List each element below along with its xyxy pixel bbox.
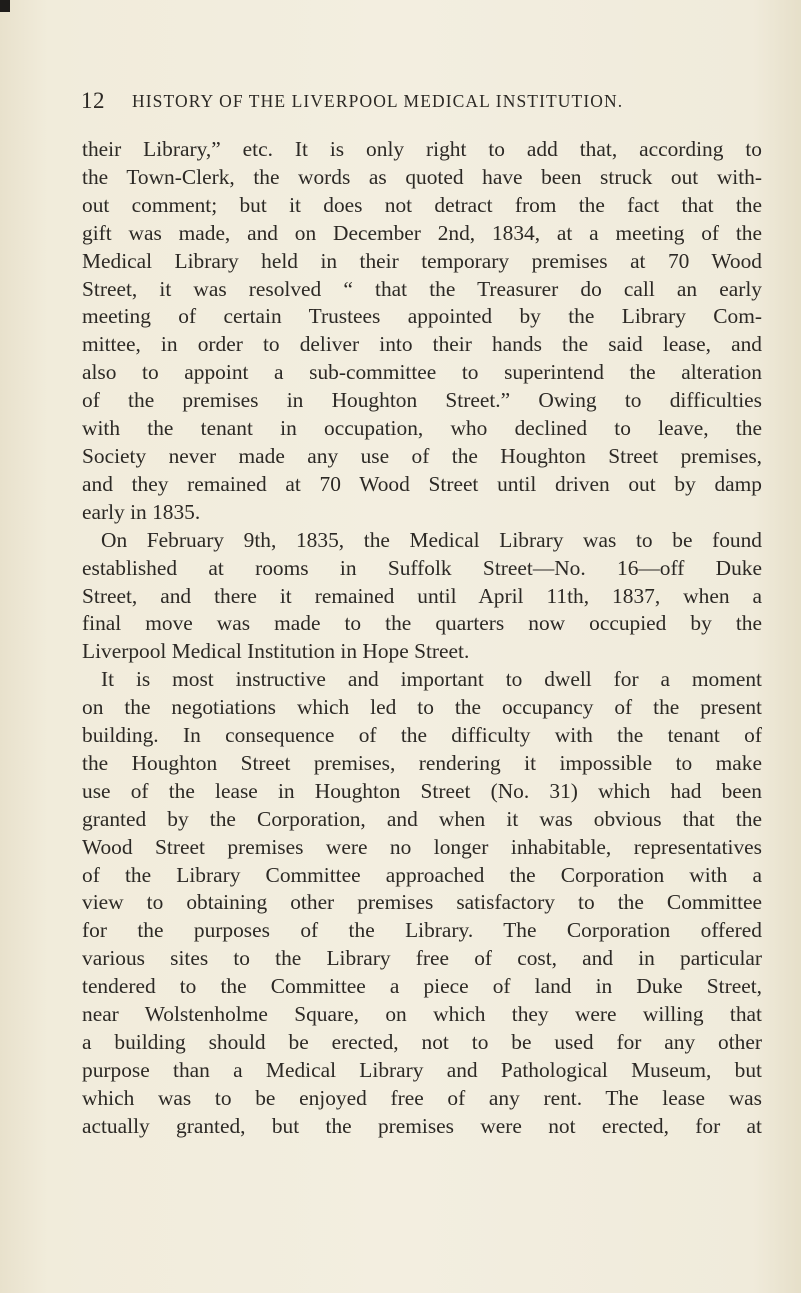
running-title: HISTORY OF THE LIVERPOOL MEDICAL INSTITUTION. [132,91,624,111]
text-line: view to obtaining other premises satisfactory to the Committee [82,890,762,915]
text-line: with the tenant in occupation, who declined to leave, the [82,416,762,441]
body-text [82,136,762,1141]
text-line: granted by the Corporation, and when it was obvious that the [82,806,762,831]
text-line: meeting of certain Trustees appointed by the Library Com- [82,304,762,329]
text-line: near Wolstenholme Square, on which they were willing that [82,1002,762,1027]
page-header [0,88,801,118]
text-line: actually granted, but the premises were not erected, for at [82,1113,762,1138]
text-line: of the premises in Houghton Street.” Owing to difficulties [82,388,762,413]
text-line: a building should be erected, not to be used for any other [82,1030,762,1054]
text-line: Medical Library held in their temporary premises at 70 Wood [82,248,762,273]
text-line: the Town-Clerk, the words as quoted have been struck out with- [82,164,762,189]
text-line: mittee, in order to deliver into their hands the said lease, and [82,332,762,357]
text-line: early in 1835. [82,499,201,524]
text-line: also to appoint a sub-committee to superintend the alteration [82,360,762,385]
text-line: for the purposes of the Library. The Corporation offered [82,918,762,943]
text-line: purpose than a Medical Library and Pathological Museum, but [82,1057,762,1082]
scan-corner-mark [0,0,10,12]
text-line: final move was made to the quarters now occupied by the [82,611,762,636]
text-line: Wood Street premises were no longer inhabitable, representatives [82,834,762,859]
text-line: their Library,” etc. It is only right to add that, according to [82,137,762,161]
text-line: building. In consequence of the difficulty with the tenant of [82,723,762,748]
paragraph-2 [82,527,762,667]
text-line: on the negotiations which led to the occupancy of the present [82,695,762,720]
text-line: gift was made, and on December 2nd, 1834, at a meeting of the [82,220,762,245]
text-line: Society never made any use of the Houghton Street premises, [82,443,762,468]
text-line: Street, and there it remained until April 11th, 1837, when a [82,583,762,608]
text-line: established at rooms in Suffolk Street—No. 16—off Duke [82,555,762,580]
paragraph-1 [82,136,762,527]
text-line: various sites to the Library free of cost, and in particular [82,946,762,971]
text-line: On February 9th, 1835, the Medical Library was to be found [101,527,762,552]
text-line: of the Library Committee approached the Corporation with a [82,862,762,887]
text-line: Street, it was resolved “ that the Treasurer do call an early [82,276,762,301]
text-line: out comment; but it does not detract from the fact that the [82,192,762,217]
text-line: the Houghton Street premises, rendering it impossible to make [82,750,762,775]
text-line: It is most instructive and important to dwell for a moment [101,667,762,692]
text-line: which was to be enjoyed free of any rent. The lease was [82,1085,762,1110]
text-line: tendered to the Committee a piece of land in Duke Street, [82,974,762,999]
text-line: and they remained at 70 Wood Street until driven out by damp [82,471,762,496]
text-line: Liverpool Medical Institution in Hope Street. [82,639,470,664]
text-line: use of the lease in Houghton Street (No. 31) which had been [82,778,762,803]
paragraph-3 [82,666,762,1140]
page-number: 12 [81,88,105,113]
